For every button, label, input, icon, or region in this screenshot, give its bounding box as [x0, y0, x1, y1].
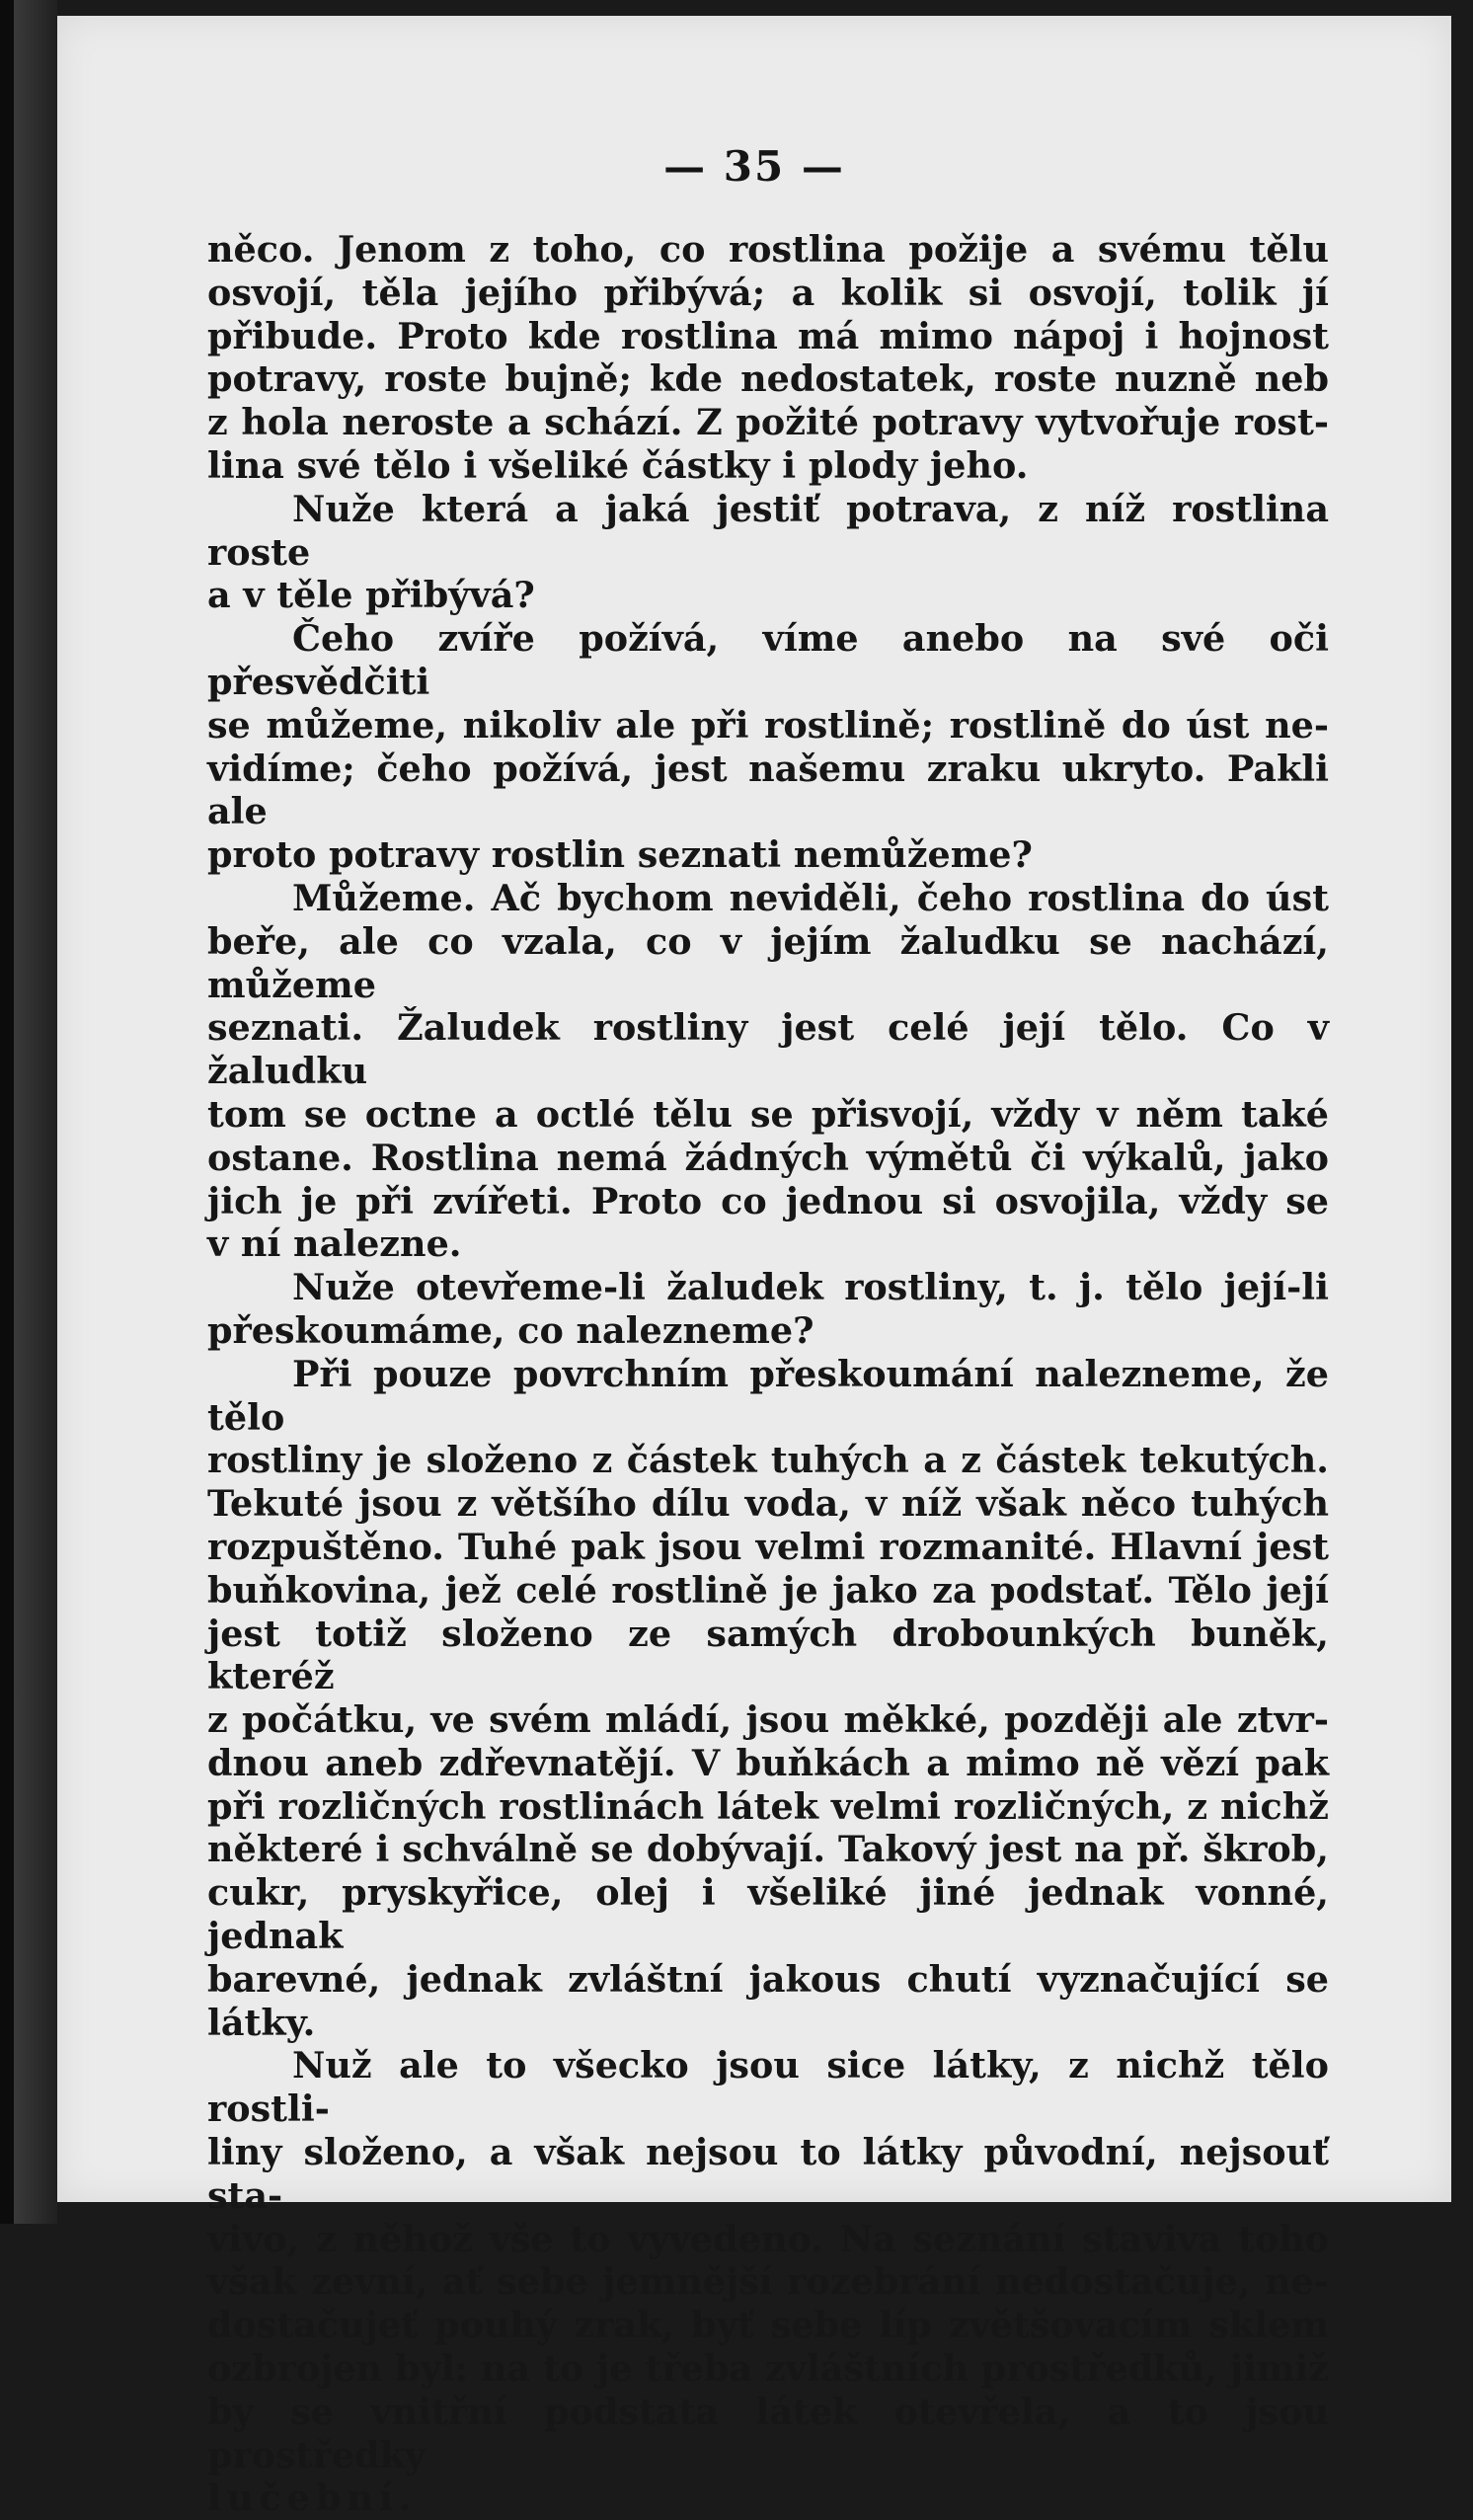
text-line: lina své tělo i všeliké částky i plody jeho. [207, 443, 1029, 487]
text-line: dnou aneb zdřevnatějí. V buňkách a mimo ně vězí pak [207, 1741, 1329, 1784]
text-line: Při pouze povrchním přeskoumání nalezneme, že tělo [207, 1352, 1329, 1439]
text-line: něco. Jenom z toho, co rostlina požije a svému tělu [207, 228, 1329, 271]
book-spine-shadow [0, 0, 14, 2224]
text-line: ozbrojen byl: na to je třeba zvláštních prostředků, jimiž [207, 2347, 1329, 2391]
book-page [57, 16, 1451, 2520]
text-line: v ní nalezne. [207, 1222, 462, 1266]
text-line: potravy, roste bujně; kde nedostatek, roste nuzně neb [207, 357, 1329, 401]
text-line: osvojí, těla jejího přibývá; a kolik si osvojí, tolik jí [207, 271, 1329, 314]
text-line: některé i schválně se dobývají. Takový jest na př. škrob, [207, 1828, 1329, 1871]
text-line: seznati. Žaludek rostliny jest celé její tělo. Co v žaludku [207, 1006, 1329, 1093]
text-line: z počátku, ve svém mládí, jsou měkké, později ale ztvr- [207, 1698, 1329, 1742]
text-line: rozpuštěno. Tuhé pak jsou velmi rozmanité. Hlavní jest [207, 1525, 1329, 1568]
text-line: buňkovina, jež celé rostlině je jako za podstať. Tělo její [207, 1568, 1329, 1612]
text-line: tom se octne a octlé tělu se přisvojí, vždy v něm také [207, 1092, 1329, 1136]
text-line: a v těle přibývá? [207, 574, 535, 617]
text-line: lučební. [207, 2477, 418, 2520]
text-line: přeskoumáme, co nalezneme? [207, 1308, 814, 1352]
text-line: dostačujeť pouhý zrak, byť sebe líp zvětšovacím sklem [207, 2304, 1329, 2347]
text-line: proto potravy rostlin seznati nemůžeme? [207, 833, 1033, 877]
text-line: při rozličných rostlinách látek velmi rozličných, z nichž [207, 1784, 1329, 1828]
text-line: Nuže která a jaká jestiť potrava, z níž rostlina roste [207, 487, 1329, 574]
text-line: jich je při zvířeti. Proto co jednou si osvojila, vždy se [207, 1179, 1329, 1222]
text-line: Nuž ale to všecko jsou sice látky, z nichž tělo rostli- [207, 2044, 1329, 2131]
text-line: však zevní, ať sebe jemnější rozebrání nedostačuje, ne- [207, 2260, 1329, 2304]
text-line: z hola neroste a schází. Z požité potravy vytvořuje rost- [207, 401, 1329, 444]
text-line: by se vnitřní podstata látek otevřela, a to jsou prostředky [207, 2390, 1329, 2477]
text-line: barevné, jednak zvláštní jakous chutí vyznačující se látky. [207, 1957, 1329, 2044]
book-gutter [14, 0, 57, 2224]
text-line: Nuže otevřeme-li žaludek rostliny, t. j. tělo její-li [292, 1266, 1329, 1309]
text-line: liny složeno, a však nejsou to látky původní, nejsouť sta- [207, 2131, 1329, 2217]
text-line: cukr, pryskyřice, olej i všeliké jiné jednak vonné, jednak [207, 1871, 1329, 1958]
text-line: jest totiž složeno ze samých drobounkých buněk, kteréž [207, 1612, 1329, 1698]
text-line: rostliny je složeno z částek tuhých a z částek tekutých. [207, 1439, 1329, 1482]
text-line: vidíme; čeho požívá, jest našemu zraku ukryto. Pakli ale [207, 747, 1329, 833]
text-line: beře, ale co vzala, co v jejím žaludku se nachází, můžeme [207, 919, 1329, 1006]
body-text [207, 228, 1329, 2520]
text-line: přibude. Proto kde rostlina má mimo nápoj i hojnost [207, 314, 1329, 357]
text-line: Můžeme. Ač bychom neviděli, čeho rostlina do úst [292, 876, 1329, 919]
text-line: se můžeme, nikoliv ale při rostlině; rostlině do úst ne- [207, 703, 1329, 747]
text-line: vivo, z něhož vše to vyvedeno. Na seznání staviva toho [207, 2217, 1329, 2260]
text-line: Tekuté jsou z většího dílu voda, v níž však něco tuhých [207, 1482, 1329, 1526]
text-line: ostane. Rostlina nemá žádných výmětů či výkalů, jako [207, 1136, 1329, 1179]
text-line: Čeho zvíře požívá, víme anebo na své oči přesvědčiti [207, 617, 1329, 703]
page-number: — 35 — [663, 142, 845, 191]
